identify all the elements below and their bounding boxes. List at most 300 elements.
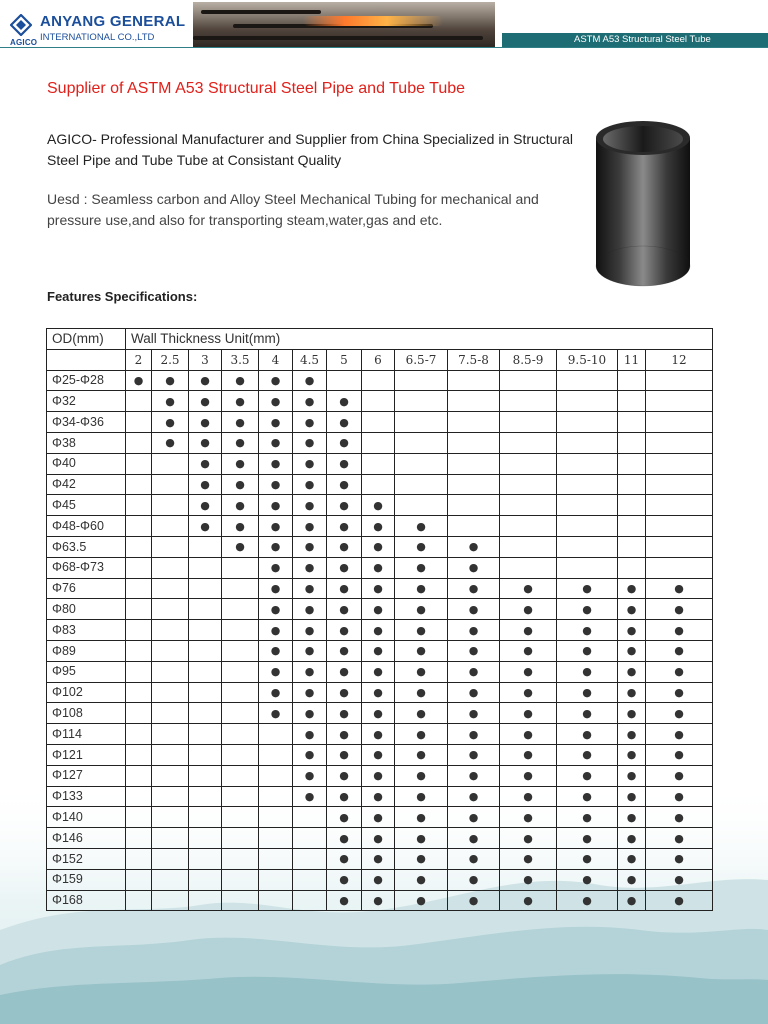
empty-cell: [557, 453, 618, 474]
empty-cell: [189, 765, 222, 786]
empty-cell: [126, 765, 152, 786]
table-row: [47, 640, 713, 661]
availability-dot: ●: [448, 765, 500, 786]
empty-cell: [152, 807, 189, 828]
availability-dot: ●: [327, 495, 362, 516]
availability-dot: ●: [500, 848, 557, 869]
empty-cell: [259, 869, 293, 890]
empty-cell: [189, 661, 222, 682]
empty-cell: [222, 620, 259, 641]
availability-dot: ●: [293, 765, 327, 786]
empty-cell: [222, 682, 259, 703]
table-row: [47, 703, 713, 724]
features-heading: Features Specifications:: [47, 289, 198, 304]
availability-dot: ●: [293, 495, 327, 516]
empty-cell: [259, 765, 293, 786]
availability-dot: ●: [362, 869, 395, 890]
empty-cell: [189, 828, 222, 849]
availability-dot: ●: [259, 599, 293, 620]
thickness-value: 4.5: [293, 349, 327, 370]
availability-dot: ●: [293, 724, 327, 745]
availability-dot: ●: [293, 786, 327, 807]
steel-mill-header-photo: [193, 2, 495, 48]
availability-dot: ●: [618, 620, 646, 641]
empty-cell: [152, 640, 189, 661]
empty-cell: [189, 724, 222, 745]
empty-cell: [126, 474, 152, 495]
empty-cell: [618, 516, 646, 537]
availability-dot: ●: [500, 828, 557, 849]
availability-dot: ●: [327, 703, 362, 724]
empty-cell: [152, 869, 189, 890]
header-band-text: ASTM A53 Structural Steel Tube: [574, 34, 711, 45]
availability-dot: ●: [646, 807, 713, 828]
availability-dot: ●: [259, 412, 293, 433]
empty-cell: [557, 391, 618, 412]
availability-dot: ●: [293, 536, 327, 557]
availability-dot: ●: [293, 391, 327, 412]
availability-dot: ●: [259, 682, 293, 703]
empty-cell: [152, 453, 189, 474]
empty-cell: [152, 890, 189, 911]
availability-dot: ●: [259, 620, 293, 641]
availability-dot: ●: [362, 536, 395, 557]
availability-dot: ●: [646, 869, 713, 890]
empty-cell: [646, 474, 713, 495]
empty-cell: [189, 786, 222, 807]
empty-cell: [557, 412, 618, 433]
od-cell: Φ83: [47, 620, 126, 641]
availability-dot: ●: [646, 578, 713, 599]
empty-cell: [500, 495, 557, 516]
page-title: Supplier of ASTM A53 Structural Steel Pipe and Tube Tube: [47, 80, 466, 97]
thickness-value: 7.5-8: [448, 349, 500, 370]
availability-dot: ●: [500, 807, 557, 828]
availability-dot: ●: [327, 890, 362, 911]
availability-dot: ●: [222, 495, 259, 516]
availability-dot: ●: [448, 890, 500, 911]
availability-dot: ●: [152, 391, 189, 412]
availability-dot: ●: [395, 661, 448, 682]
availability-dot: ●: [293, 661, 327, 682]
availability-dot: ●: [189, 412, 222, 433]
od-cell: Φ127: [47, 765, 126, 786]
table-row: [47, 391, 713, 412]
empty-cell: [126, 599, 152, 620]
empty-cell: [222, 578, 259, 599]
availability-dot: ●: [646, 703, 713, 724]
empty-cell: [500, 474, 557, 495]
thickness-value: 2: [126, 349, 152, 370]
availability-dot: ●: [500, 620, 557, 641]
od-blank-cell: [47, 349, 126, 370]
empty-cell: [189, 578, 222, 599]
logo-company-name: ANYANG GENERAL: [40, 13, 186, 30]
empty-cell: [126, 848, 152, 869]
availability-dot: ●: [557, 599, 618, 620]
empty-cell: [557, 432, 618, 453]
availability-dot: ●: [327, 557, 362, 578]
empty-cell: [618, 412, 646, 433]
thickness-header-row: [47, 349, 713, 370]
availability-dot: ●: [618, 848, 646, 869]
availability-dot: ●: [395, 848, 448, 869]
table-row: [47, 661, 713, 682]
availability-dot: ●: [362, 620, 395, 641]
table-row: [47, 516, 713, 537]
availability-dot: ●: [618, 828, 646, 849]
empty-cell: [557, 495, 618, 516]
od-cell: Φ63.5: [47, 536, 126, 557]
availability-dot: ●: [557, 724, 618, 745]
empty-cell: [152, 578, 189, 599]
empty-cell: [126, 661, 152, 682]
empty-cell: [152, 682, 189, 703]
availability-dot: ●: [448, 724, 500, 745]
availability-dot: ●: [448, 848, 500, 869]
availability-dot: ●: [189, 474, 222, 495]
empty-cell: [126, 432, 152, 453]
empty-cell: [126, 640, 152, 661]
empty-cell: [646, 391, 713, 412]
availability-dot: ●: [327, 599, 362, 620]
availability-dot: ●: [327, 869, 362, 890]
availability-dot: ●: [327, 620, 362, 641]
empty-cell: [222, 765, 259, 786]
empty-cell: [362, 391, 395, 412]
intro-paragraph: AGICO- Professional Manufacturer and Supplier from China Specialized in Structural Steel Pipe and Tube Tube at Consistant Quality: [47, 131, 574, 168]
availability-dot: ●: [327, 786, 362, 807]
availability-dot: ●: [259, 391, 293, 412]
usage-paragraph: Uesd : Seamless carbon and Alloy Steel Mechanical Tubing for mechanical and pressure use,and also for transporting steam,water,gas and etc.: [47, 191, 539, 228]
empty-cell: [500, 516, 557, 537]
table-row: [47, 495, 713, 516]
availability-dot: ●: [259, 370, 293, 391]
empty-cell: [222, 807, 259, 828]
availability-dot: ●: [557, 765, 618, 786]
availability-dot: ●: [222, 412, 259, 433]
availability-dot: ●: [557, 578, 618, 599]
availability-dot: ●: [362, 765, 395, 786]
availability-dot: ●: [189, 453, 222, 474]
od-cell: Φ76: [47, 578, 126, 599]
empty-cell: [293, 848, 327, 869]
availability-dot: ●: [259, 495, 293, 516]
empty-cell: [222, 744, 259, 765]
empty-cell: [293, 890, 327, 911]
thickness-value: 12: [646, 349, 713, 370]
empty-cell: [259, 807, 293, 828]
empty-cell: [152, 620, 189, 641]
availability-dot: ●: [126, 370, 152, 391]
empty-cell: [189, 620, 222, 641]
availability-dot: ●: [448, 536, 500, 557]
empty-cell: [189, 640, 222, 661]
od-cell: Φ40: [47, 453, 126, 474]
empty-cell: [557, 516, 618, 537]
table-row: [47, 682, 713, 703]
availability-dot: ●: [395, 578, 448, 599]
availability-dot: ●: [327, 724, 362, 745]
availability-dot: ●: [448, 703, 500, 724]
empty-cell: [293, 828, 327, 849]
availability-dot: ●: [259, 536, 293, 557]
empty-cell: [362, 370, 395, 391]
availability-dot: ●: [618, 640, 646, 661]
empty-cell: [152, 786, 189, 807]
logo-abbreviation: AGICO: [10, 38, 38, 47]
empty-cell: [126, 724, 152, 745]
empty-cell: [222, 703, 259, 724]
availability-dot: ●: [557, 807, 618, 828]
availability-dot: ●: [448, 807, 500, 828]
empty-cell: [189, 557, 222, 578]
availability-dot: ●: [500, 682, 557, 703]
availability-dot: ●: [222, 391, 259, 412]
availability-dot: ●: [500, 661, 557, 682]
wall-thickness-header: Wall Thickness Unit(mm): [126, 329, 713, 350]
empty-cell: [618, 495, 646, 516]
table-row: [47, 807, 713, 828]
od-cell: Φ102: [47, 682, 126, 703]
empty-cell: [557, 557, 618, 578]
availability-dot: ●: [327, 453, 362, 474]
empty-cell: [618, 391, 646, 412]
availability-dot: ●: [395, 557, 448, 578]
availability-dot: ●: [293, 370, 327, 391]
availability-dot: ●: [618, 661, 646, 682]
availability-dot: ●: [362, 640, 395, 661]
logo-company-subtitle: INTERNATIONAL CO.,LTD: [40, 32, 155, 43]
availability-dot: ●: [448, 744, 500, 765]
availability-dot: ●: [618, 703, 646, 724]
availability-dot: ●: [646, 599, 713, 620]
empty-cell: [500, 453, 557, 474]
availability-dot: ●: [500, 599, 557, 620]
empty-cell: [126, 807, 152, 828]
od-cell: Φ140: [47, 807, 126, 828]
empty-cell: [189, 682, 222, 703]
availability-dot: ●: [557, 744, 618, 765]
od-cell: Φ34-Φ36: [47, 412, 126, 433]
empty-cell: [557, 536, 618, 557]
availability-dot: ●: [618, 744, 646, 765]
availability-dot: ●: [646, 640, 713, 661]
empty-cell: [222, 786, 259, 807]
availability-dot: ●: [362, 557, 395, 578]
table-row: [47, 744, 713, 765]
empty-cell: [259, 848, 293, 869]
availability-dot: ●: [293, 744, 327, 765]
empty-cell: [362, 432, 395, 453]
od-cell: Φ114: [47, 724, 126, 745]
empty-cell: [126, 557, 152, 578]
availability-dot: ●: [646, 682, 713, 703]
availability-dot: ●: [618, 578, 646, 599]
empty-cell: [222, 640, 259, 661]
availability-dot: ●: [152, 412, 189, 433]
availability-dot: ●: [259, 640, 293, 661]
availability-dot: ●: [293, 620, 327, 641]
empty-cell: [152, 516, 189, 537]
availability-dot: ●: [259, 516, 293, 537]
table-row: [47, 890, 713, 911]
empty-cell: [152, 495, 189, 516]
empty-cell: [293, 869, 327, 890]
od-cell: Φ121: [47, 744, 126, 765]
availability-dot: ●: [500, 869, 557, 890]
empty-cell: [189, 536, 222, 557]
availability-dot: ●: [362, 807, 395, 828]
od-column-header: OD(mm): [47, 329, 126, 350]
availability-dot: ●: [293, 682, 327, 703]
availability-dot: ●: [646, 661, 713, 682]
availability-dot: ●: [395, 516, 448, 537]
empty-cell: [126, 516, 152, 537]
availability-dot: ●: [448, 557, 500, 578]
empty-cell: [126, 786, 152, 807]
availability-dot: ●: [500, 724, 557, 745]
empty-cell: [152, 848, 189, 869]
empty-cell: [189, 848, 222, 869]
thickness-value: 6.5-7: [395, 349, 448, 370]
availability-dot: ●: [557, 620, 618, 641]
availability-dot: ●: [395, 786, 448, 807]
availability-dot: ●: [327, 828, 362, 849]
empty-cell: [259, 828, 293, 849]
availability-dot: ●: [327, 432, 362, 453]
diamond-logo-icon: [10, 14, 32, 36]
od-cell: Φ146: [47, 828, 126, 849]
availability-dot: ●: [395, 744, 448, 765]
empty-cell: [362, 453, 395, 474]
empty-cell: [126, 391, 152, 412]
availability-dot: ●: [293, 432, 327, 453]
empty-cell: [362, 474, 395, 495]
availability-dot: ●: [362, 848, 395, 869]
empty-cell: [222, 848, 259, 869]
availability-dot: ●: [293, 412, 327, 433]
availability-dot: ●: [646, 744, 713, 765]
od-cell: Φ32: [47, 391, 126, 412]
empty-cell: [126, 890, 152, 911]
empty-cell: [152, 599, 189, 620]
empty-cell: [618, 557, 646, 578]
availability-dot: ●: [395, 765, 448, 786]
availability-dot: ●: [362, 724, 395, 745]
empty-cell: [362, 412, 395, 433]
availability-dot: ●: [327, 516, 362, 537]
availability-dot: ●: [189, 516, 222, 537]
availability-dot: ●: [327, 765, 362, 786]
empty-cell: [618, 453, 646, 474]
empty-cell: [395, 391, 448, 412]
empty-cell: [557, 474, 618, 495]
empty-cell: [500, 370, 557, 391]
page-header: [0, 0, 768, 52]
availability-dot: ●: [293, 453, 327, 474]
availability-dot: ●: [618, 682, 646, 703]
empty-cell: [259, 786, 293, 807]
availability-dot: ●: [327, 744, 362, 765]
table-row: [47, 828, 713, 849]
availability-dot: ●: [222, 453, 259, 474]
empty-cell: [126, 453, 152, 474]
availability-dot: ●: [646, 786, 713, 807]
od-cell: Φ159: [47, 869, 126, 890]
availability-dot: ●: [557, 869, 618, 890]
od-cell: Φ68-Φ73: [47, 557, 126, 578]
od-cell: Φ108: [47, 703, 126, 724]
availability-dot: ●: [362, 578, 395, 599]
availability-dot: ●: [327, 661, 362, 682]
empty-cell: [448, 474, 500, 495]
availability-dot: ●: [189, 370, 222, 391]
steel-tube-image: [582, 116, 704, 294]
availability-dot: ●: [362, 828, 395, 849]
empty-cell: [646, 516, 713, 537]
availability-dot: ●: [646, 765, 713, 786]
empty-cell: [448, 391, 500, 412]
availability-dot: ●: [395, 869, 448, 890]
thickness-value: 2.5: [152, 349, 189, 370]
availability-dot: ●: [222, 536, 259, 557]
availability-dot: ●: [189, 495, 222, 516]
availability-dot: ●: [222, 516, 259, 537]
availability-dot: ●: [362, 516, 395, 537]
availability-dot: ●: [557, 828, 618, 849]
availability-dot: ●: [293, 640, 327, 661]
empty-cell: [152, 724, 189, 745]
availability-dot: ●: [293, 578, 327, 599]
availability-dot: ●: [362, 703, 395, 724]
availability-dot: ●: [395, 807, 448, 828]
empty-cell: [500, 412, 557, 433]
table-row: [47, 869, 713, 890]
od-cell: Φ80: [47, 599, 126, 620]
table-row: [47, 599, 713, 620]
availability-dot: ●: [395, 890, 448, 911]
availability-dot: ●: [327, 848, 362, 869]
table-row: [47, 786, 713, 807]
header-divider: [0, 47, 768, 48]
availability-dot: ●: [189, 432, 222, 453]
availability-dot: ●: [557, 848, 618, 869]
availability-dot: ●: [259, 453, 293, 474]
empty-cell: [448, 516, 500, 537]
specification-table: [46, 328, 713, 911]
od-cell: Φ48-Φ60: [47, 516, 126, 537]
availability-dot: ●: [618, 599, 646, 620]
availability-dot: ●: [327, 536, 362, 557]
empty-cell: [189, 807, 222, 828]
empty-cell: [646, 412, 713, 433]
availability-dot: ●: [448, 869, 500, 890]
empty-cell: [222, 724, 259, 745]
empty-cell: [327, 370, 362, 391]
table-row: [47, 412, 713, 433]
empty-cell: [395, 370, 448, 391]
availability-dot: ●: [327, 391, 362, 412]
availability-dot: ●: [448, 578, 500, 599]
od-cell: Φ38: [47, 432, 126, 453]
availability-dot: ●: [259, 474, 293, 495]
availability-dot: ●: [646, 828, 713, 849]
availability-dot: ●: [327, 640, 362, 661]
availability-dot: ●: [618, 724, 646, 745]
empty-cell: [500, 557, 557, 578]
availability-dot: ●: [646, 848, 713, 869]
